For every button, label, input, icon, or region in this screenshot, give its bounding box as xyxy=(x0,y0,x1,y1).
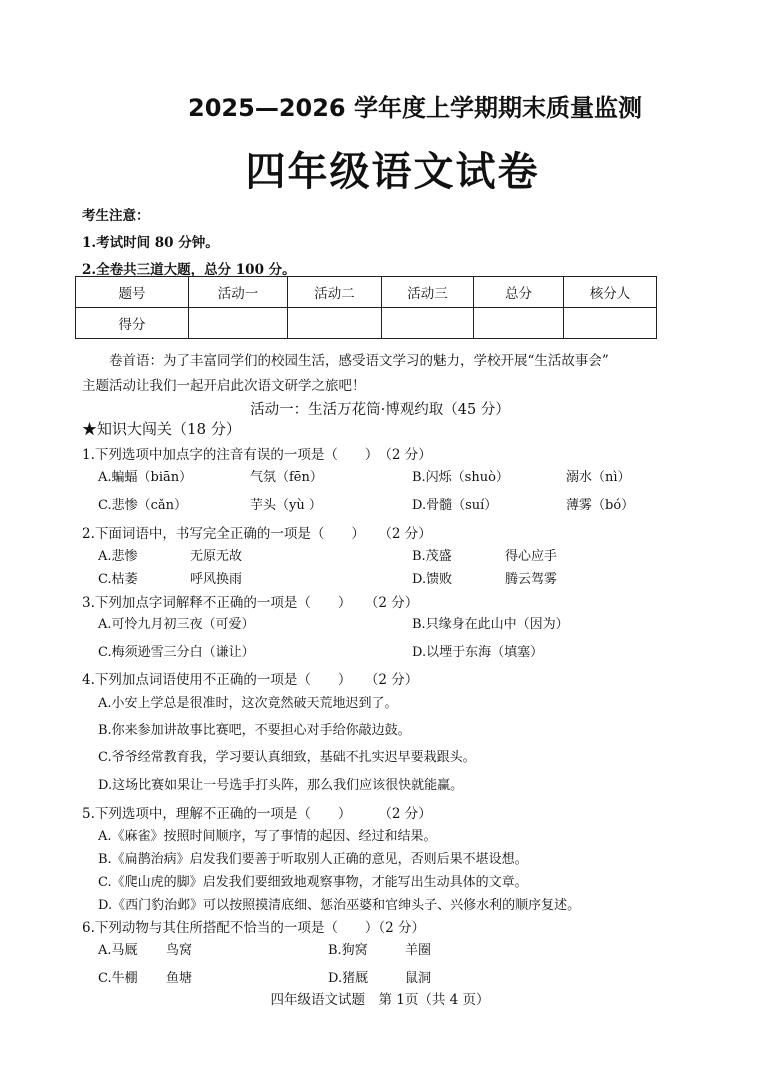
q2-option-b-word2: 得心应手 xyxy=(505,549,558,564)
q3-option-b: B.只缘身在此山中（因为） xyxy=(412,617,569,632)
question-4-stem: 4.下列加点词语使用不正确的一项是（ ） （2 分） xyxy=(82,672,419,688)
q2-option-d-word2: 腾云驾雾 xyxy=(505,572,558,587)
score-header-cell: 总分 xyxy=(474,277,564,308)
q6-option-b-word2: 羊圈 xyxy=(405,943,432,958)
q1-option-b: B.闪烁（shuò） xyxy=(412,470,509,485)
score-header-cell: 活动二 xyxy=(288,277,382,308)
score-table-score-row xyxy=(76,308,657,339)
q6-option-a: A.马厩 xyxy=(98,943,138,958)
q3-option-c: C.梅须逊雪三分白（谦让） xyxy=(98,645,255,660)
score-input-cell[interactable] xyxy=(288,308,382,339)
score-header-cell: 活动一 xyxy=(189,277,288,308)
question-1-stem: 1.下列选项中加点字的注音有误的一项是（ ） （2 分） xyxy=(82,447,432,463)
score-input-cell[interactable] xyxy=(564,308,657,339)
q3-option-a: A.可怜九月初三夜（可爱） xyxy=(98,617,255,632)
q4-option-a: A.小安上学总是很准时，这次竟然破天荒地迟到了。 xyxy=(98,696,398,711)
q1-option-c-word2: 芋头（yù ） xyxy=(250,498,322,513)
question-3-stem: 3.下列加点字词解释不正确的一项是（ ） （2 分） xyxy=(82,595,419,611)
score-input-cell[interactable] xyxy=(189,308,288,339)
score-input-cell[interactable] xyxy=(382,308,474,339)
q6-option-d-word2: 鼠洞 xyxy=(405,971,432,986)
q4-option-b: B.你来参加讲故事比赛吧，不要担心对手给你敲边鼓。 xyxy=(98,723,411,738)
question-5-stem: 5.下列选项中，理解不正确的一项是（ ） （2 分） xyxy=(82,806,432,822)
q6-option-c-word2: 鱼塘 xyxy=(166,971,193,986)
score-header-cell: 活动三 xyxy=(382,277,474,308)
q5-option-a: A.《麻雀》按照时间顺序，写了事情的起因、经过和结果。 xyxy=(98,829,437,844)
question-6-stem: 6.下列动物与其住所搭配不恰当的一项是（ ）（2 分） xyxy=(82,920,426,936)
exam-title: 2025—2026 学年度上学期期末质量监测 xyxy=(188,94,642,122)
section-1-title: 活动一：生活万花筒·博观约取（45 分） xyxy=(250,402,510,418)
q2-option-c-word2: 呼风换雨 xyxy=(190,572,243,587)
intro-line-1: 卷首语：为了丰富同学们的校园生活，感受语文学习的魅力，学校开展“生活故事会” xyxy=(109,353,609,369)
q2-option-d: D.馈败 xyxy=(412,572,453,587)
q1-option-d-word2: 薄雾（bó） xyxy=(566,498,635,513)
exam-subtitle: 四年级语文试卷 xyxy=(245,149,540,195)
q1-option-b-word2: 溺水（nì） xyxy=(566,470,631,485)
q4-option-c: C.爷爷经常教育我，学习要认真细致，基础不扎实迟早要栽跟头。 xyxy=(98,750,476,765)
score-table xyxy=(75,276,657,339)
q2-option-c: C.枯萎 xyxy=(98,572,138,587)
q2-option-a-word2: 无原无故 xyxy=(190,549,243,564)
notice-line-2: 2.全卷共三道大题，总分 100 分。 xyxy=(82,262,296,278)
notice-line-1: 1.考试时间 80 分钟。 xyxy=(82,235,219,251)
score-table-header-row xyxy=(76,277,657,308)
subsection-title: ★知识大闯关（18 分） xyxy=(82,420,241,438)
q5-option-d: D.《西门豹治邺》可以按照摸清底细、惩治巫婆和官绅头子、兴修水利的顺序复述。 xyxy=(98,898,581,913)
q2-option-b: B.茂盛 xyxy=(412,549,452,564)
q4-option-d: D.这场比赛如果让一号选手打头阵，那么我们应该很快就能赢。 xyxy=(98,778,464,793)
q2-option-a: A.悲惨 xyxy=(98,549,138,564)
score-header-cell: 题号 xyxy=(76,277,189,308)
question-2-stem: 2.下面词语中，书写完全正确的一项是（ ） （2 分） xyxy=(82,526,432,542)
score-header-cell: 核分人 xyxy=(564,277,657,308)
q1-option-a: A.蝙蝠（biān） xyxy=(98,470,193,485)
page-footer: 四年级语文试题 第 1页（共 4 页） xyxy=(270,992,490,1008)
q5-option-b: B.《扁鹊治病》启发我们要善于听取别人正确的意见，否则后果不堪设想。 xyxy=(98,852,528,867)
q1-option-d: D.骨髓（suí） xyxy=(412,498,498,513)
notice-heading: 考生注意： xyxy=(82,208,150,224)
intro-paragraph xyxy=(82,349,692,399)
q6-option-d: D.猪厩 xyxy=(328,971,369,986)
q3-option-d: D.以堙于东海（填塞） xyxy=(412,645,544,660)
score-input-cell[interactable] xyxy=(474,308,564,339)
q5-option-c: C.《爬山虎的脚》启发我们要细致地观察事物，才能写出生动具体的文章。 xyxy=(98,875,528,890)
score-row-label: 得分 xyxy=(76,308,189,339)
q6-option-c: C.牛棚 xyxy=(98,971,138,986)
q6-option-a-word2: 鸟窝 xyxy=(166,943,193,958)
intro-line-2: 主题活动让我们一起开启此次语文研学之旅吧！ xyxy=(82,378,366,394)
q6-option-b: B.狗窝 xyxy=(328,943,368,958)
q1-option-a-word2: 气氛（fēn） xyxy=(250,470,323,485)
q1-option-c: C.悲惨（cǎn） xyxy=(98,498,188,513)
